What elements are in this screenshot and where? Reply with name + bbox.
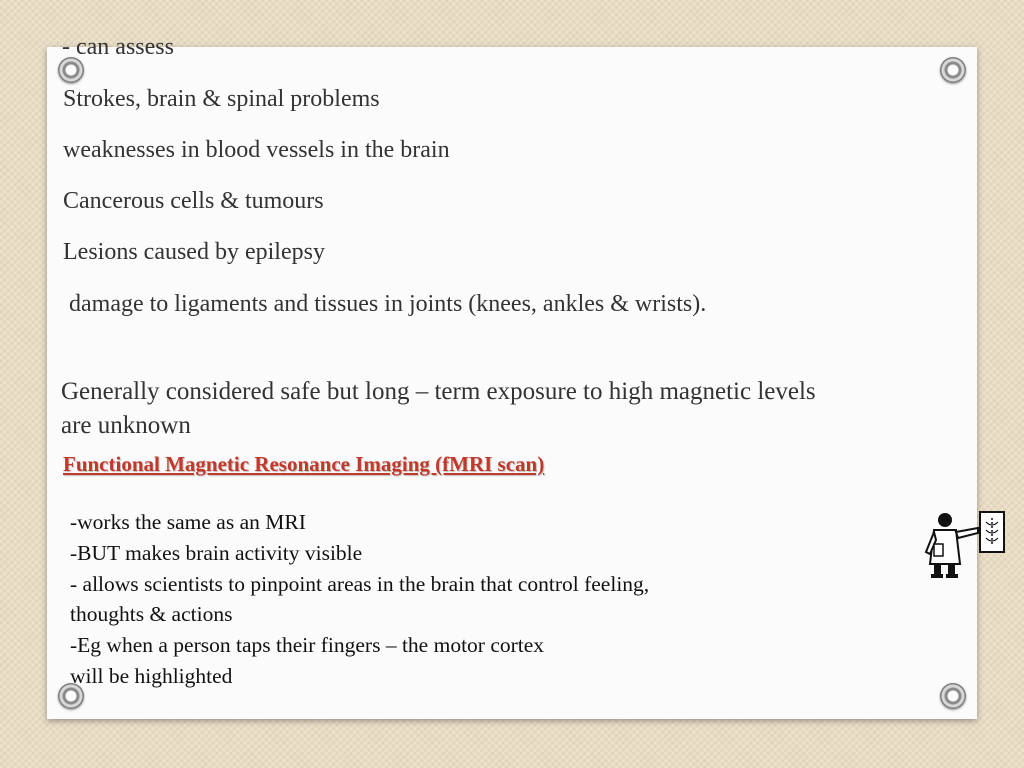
pushpin-icon	[940, 683, 966, 709]
list-item: -BUT makes brain activity visible	[70, 540, 363, 565]
bullet-item: Strokes, brain & spinal problems	[63, 86, 380, 112]
intro-line: - can assess	[62, 34, 174, 60]
doctor-with-xray-icon	[920, 508, 1010, 580]
list-item: -works the same as an MRI	[70, 510, 306, 534]
pushpin-icon	[940, 57, 966, 83]
list-item: thoughts & actions	[70, 602, 233, 627]
bullet-item: Cancerous cells & tumours	[63, 188, 324, 214]
bullet-item: damage to ligaments and tissues in joints (knees, ankles & wrists).	[69, 291, 707, 317]
list-item: will be highlighted	[70, 663, 233, 688]
safety-note: Generally considered safe but long – term exposure to high magnetic levels are unknown	[61, 378, 816, 439]
list-item: -Eg when a person taps their fingers – the motor cortex	[70, 633, 545, 658]
fmri-points	[70, 507, 649, 692]
list-item: - allows scientists to pinpoint areas in the brain that control feeling,	[70, 571, 650, 596]
bullet-item: weaknesses in blood vessels in the brain	[63, 137, 450, 163]
bullet-item: Lesions caused by epilepsy	[63, 239, 325, 265]
fmri-heading-link[interactable]: Functional Magnetic Resonance Imaging (fMRI scan)	[63, 452, 545, 476]
